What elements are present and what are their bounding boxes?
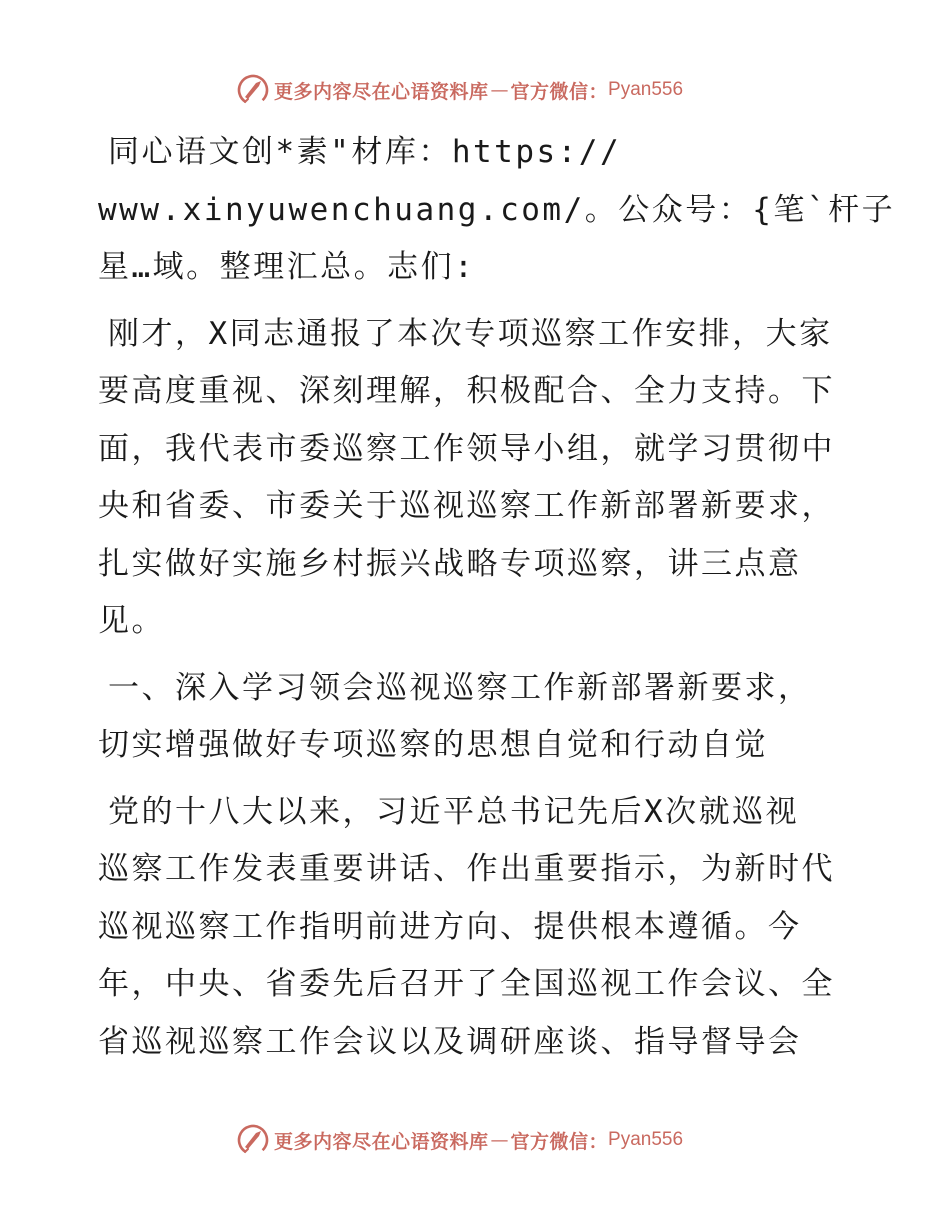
text-line: 巡视巡察工作指明前进方向、提供根本遵循。今	[98, 908, 802, 945]
quill-logo-icon	[236, 1123, 270, 1157]
text-line: 年，中央、省委先后召开了全国巡视工作会议、全	[98, 966, 835, 1002]
paragraph-opening	[98, 306, 858, 651]
document-body	[98, 124, 896, 1080]
text-line: 省巡视巡察工作会议以及调研座谈、指导督导会	[98, 1023, 802, 1060]
text-line: 刚才，X同志通报了本次专项巡察工作安排，大家	[108, 315, 833, 352]
text-line: www.xinyuwenchuang.com/。公众号：{笔`杆子	[98, 191, 896, 228]
text-line: 要高度重视、深刻理解，积极配合、全力支持。下	[98, 373, 835, 409]
paragraph-body	[98, 784, 858, 1072]
text-line: 党的十八大以来，习近平总书记先后X次就巡视	[108, 793, 800, 830]
watermark-separator: —	[490, 1129, 509, 1151]
text-line: 央和省委、市委关于巡视巡察工作新部署新要求，	[98, 488, 835, 524]
watermark-account-label: 官方微信：	[510, 80, 609, 103]
text-line: 扎实做好实施乡村振兴战略专项巡察，讲三点意	[98, 545, 802, 582]
watermark-account-label: 官方微信：	[510, 1130, 609, 1153]
watermark-account: Pyan556	[608, 1129, 684, 1150]
watermark-banner-bottom	[236, 1122, 683, 1158]
watermark-account: Pyan556	[608, 79, 684, 100]
text-line: 切实增强做好专项巡察的思想自觉和行动自觉	[98, 727, 768, 763]
watermark-banner-top	[236, 72, 683, 108]
paragraph-intro	[98, 124, 896, 297]
text-line: 星…域。整理汇总。志们:	[98, 249, 476, 285]
watermark-separator: —	[490, 79, 509, 101]
section-heading-one	[98, 660, 858, 775]
text-line: 一、深入学习领会巡视巡察工作新部署新要求，	[108, 669, 812, 706]
text-line: 面，我代表市委巡察工作领导小组，就学习贯彻中	[98, 430, 835, 467]
watermark-text: 更多内容尽在心语资料库	[274, 80, 489, 103]
text-line: 同心语文创*素"材库：https://	[108, 134, 622, 170]
text-line: 巡察工作发表重要讲话、作出重要指示，为新时代	[98, 851, 835, 887]
quill-logo-icon	[236, 73, 270, 107]
watermark-text: 更多内容尽在心语资料库	[274, 1130, 489, 1153]
text-line: 见。	[98, 603, 165, 639]
